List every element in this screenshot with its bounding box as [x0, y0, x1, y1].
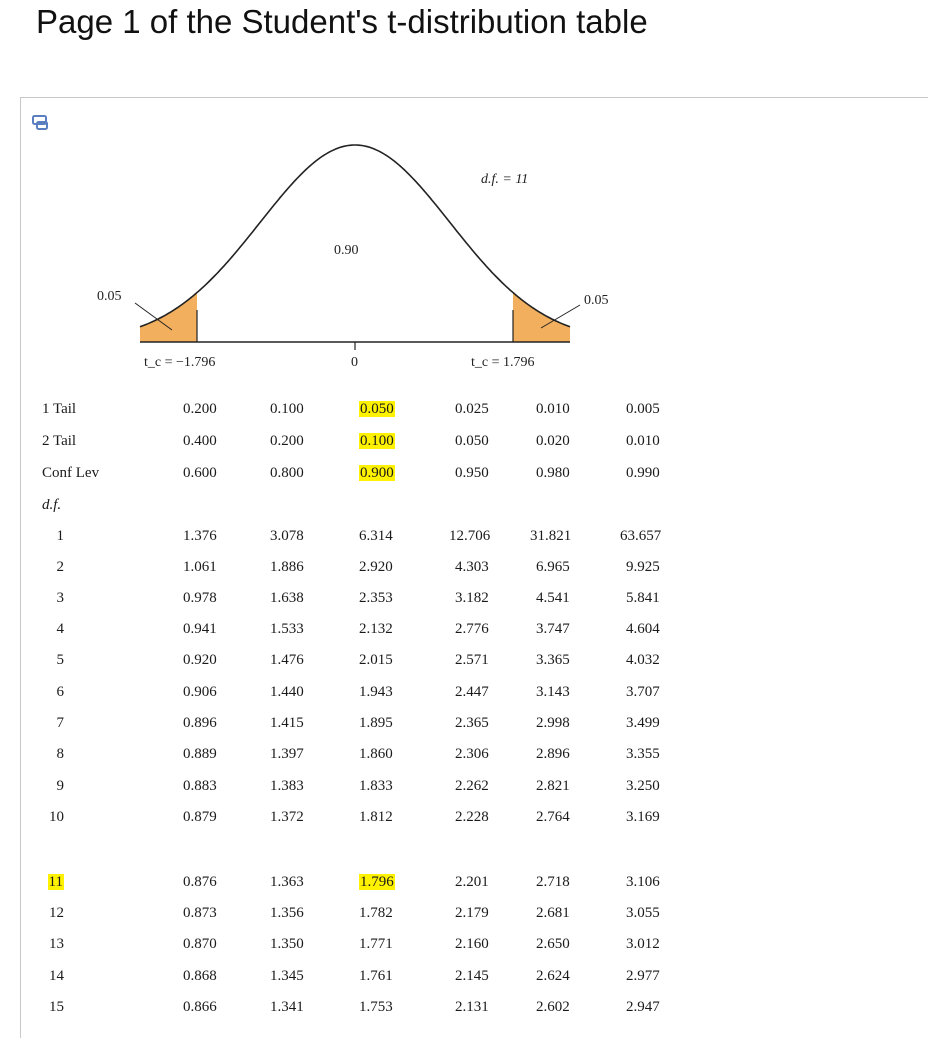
table-cell: 2.160: [455, 936, 489, 952]
table-cell: 1.782: [359, 905, 393, 921]
table-cell: 1.796: [360, 874, 394, 890]
table-cell: 1.638: [270, 590, 304, 606]
table-cell: 1.476: [270, 652, 304, 668]
df-header: d.f.: [42, 497, 62, 513]
header-cell: 0.025: [455, 401, 489, 417]
table-cell: 2.306: [455, 746, 489, 762]
df-value: 7: [56, 715, 64, 731]
table-cell: 2.447: [455, 684, 489, 700]
header-cell: 0.400: [183, 433, 217, 449]
table-cell: 2.624: [536, 968, 570, 984]
df-value: 5: [56, 652, 64, 668]
df-label: d.f. = 11: [481, 172, 529, 187]
table-cell: 0.883: [183, 778, 217, 794]
header-cell: 0.200: [183, 401, 217, 417]
df-value: 9: [56, 778, 64, 794]
table-cell: 1.376: [183, 528, 217, 544]
table-cell: 63.657: [620, 528, 662, 544]
table-cell: 2.145: [455, 968, 489, 984]
table-cell: 3.365: [536, 652, 570, 668]
table-cell: 3.012: [626, 936, 660, 952]
table-cell: 3.355: [626, 746, 660, 762]
table-cell: 0.879: [183, 809, 217, 825]
table-cell: 2.998: [536, 715, 570, 731]
table-cell: 1.061: [183, 559, 217, 575]
header-cell: 0.600: [183, 465, 217, 481]
table-cell: 1.350: [270, 936, 304, 952]
table-cell: 1.415: [270, 715, 304, 731]
table-cell: 3.499: [626, 715, 660, 731]
table-cell: 2.821: [536, 778, 570, 794]
table-cell: 4.303: [455, 559, 489, 575]
table-cell: 1.771: [359, 936, 393, 952]
table-cell: 1.383: [270, 778, 304, 794]
header-cell: 0.900: [360, 465, 394, 481]
table-cell: 1.397: [270, 746, 304, 762]
table-cell: 2.764: [536, 809, 570, 825]
df-value: 3: [56, 590, 64, 606]
left-tail-label: 0.05: [97, 289, 122, 304]
left-tc-label: t_c = −1.796: [144, 355, 216, 370]
right-tail-label: 0.05: [584, 293, 609, 308]
table-cell: 2.681: [536, 905, 570, 921]
table-cell: 31.821: [530, 528, 572, 544]
table-cell: 9.925: [626, 559, 660, 575]
header-cell: 0.050: [360, 401, 394, 417]
table-cell: 2.602: [536, 999, 570, 1015]
table-cell: 2.571: [455, 652, 489, 668]
header-cell: 0.005: [626, 401, 660, 417]
header-cell: 0.010: [626, 433, 660, 449]
df-value: 12: [49, 905, 64, 921]
table-cell: 0.876: [183, 874, 217, 890]
row-label: Conf Lev: [42, 465, 100, 481]
table-cell: 6.314: [359, 528, 393, 544]
header-cell: 0.050: [455, 433, 489, 449]
table-cell: 1.812: [359, 809, 393, 825]
row-label: 2 Tail: [42, 433, 77, 449]
table-cell: 3.250: [626, 778, 660, 794]
table-cell: 2.650: [536, 936, 570, 952]
zero-label: 0: [351, 355, 358, 370]
table-cell: 2.947: [626, 999, 660, 1015]
header-cell: 0.990: [626, 465, 660, 481]
df-value: 14: [49, 968, 64, 984]
table-cell: 12.706: [449, 528, 491, 544]
table-cell: 1.753: [359, 999, 393, 1015]
header-cell: 0.100: [270, 401, 304, 417]
center-area-label: 0.90: [334, 243, 359, 258]
table-cell: 4.604: [626, 621, 660, 637]
df-value: 11: [48, 874, 63, 890]
table-cell: 0.889: [183, 746, 217, 762]
table-cell: 2.920: [359, 559, 393, 575]
table-cell: 3.143: [536, 684, 570, 700]
table-cell: 0.920: [183, 652, 217, 668]
table-cell: 2.718: [536, 874, 570, 890]
table-cell: 2.015: [359, 652, 393, 668]
table-cell: 1.345: [270, 968, 304, 984]
right-tc-label: t_c = 1.796: [471, 355, 535, 370]
table-cell: 1.341: [270, 999, 304, 1015]
header-cell: 0.950: [455, 465, 489, 481]
table-cell: 2.977: [626, 968, 660, 984]
table-cell: 4.032: [626, 652, 660, 668]
df-value: 4: [56, 621, 64, 637]
df-value: 1: [56, 528, 64, 544]
table-cell: 2.353: [359, 590, 393, 606]
table-cell: 1.886: [270, 559, 304, 575]
table-cell: 3.747: [536, 621, 570, 637]
table-cell: 2.132: [359, 621, 393, 637]
table-cell: 3.707: [626, 684, 660, 700]
table-cell: 0.978: [183, 590, 217, 606]
table-cell: 1.440: [270, 684, 304, 700]
df-value: 8: [56, 746, 64, 762]
table-cell: 3.106: [626, 874, 660, 890]
header-cell: 0.010: [536, 401, 570, 417]
table-cell: 1.372: [270, 809, 304, 825]
table-cell: 2.228: [455, 809, 489, 825]
page-title: Page 1 of the Student's t-distribution table: [36, 3, 648, 40]
table-cell: 1.895: [359, 715, 393, 731]
table-cell: 2.262: [455, 778, 489, 794]
table-cell: 1.860: [359, 746, 393, 762]
table-cell: 5.841: [626, 590, 660, 606]
header-cell: 0.200: [270, 433, 304, 449]
df-value: 10: [49, 809, 64, 825]
table-cell: 0.941: [183, 621, 217, 637]
table-cell: 0.868: [183, 968, 217, 984]
table-cell: 2.896: [536, 746, 570, 762]
header-cell: 0.800: [270, 465, 304, 481]
table-cell: 2.365: [455, 715, 489, 731]
table-cell: 0.866: [183, 999, 217, 1015]
table-cell: 0.873: [183, 905, 217, 921]
row-label: 1 Tail: [42, 401, 77, 417]
df-value: 2: [56, 559, 64, 575]
table-cell: 1.363: [270, 874, 304, 890]
table-cell: 2.201: [455, 874, 489, 890]
table-cell: 3.169: [626, 809, 660, 825]
table-cell: 0.870: [183, 936, 217, 952]
header-cell: 0.100: [360, 433, 394, 449]
table-cell: 1.356: [270, 905, 304, 921]
table-cell: 2.131: [455, 999, 489, 1015]
table-cell: 4.541: [536, 590, 570, 606]
header-cell: 0.980: [536, 465, 570, 481]
table-cell: 0.906: [183, 684, 217, 700]
table-cell: 3.055: [626, 905, 660, 921]
table-cell: 6.965: [536, 559, 570, 575]
table-cell: 1.833: [359, 778, 393, 794]
table-cell: 1.761: [359, 968, 393, 984]
df-value: 6: [56, 684, 64, 700]
table-cell: 3.182: [455, 590, 489, 606]
table-cell: 1.943: [359, 684, 393, 700]
table-cell: 1.533: [270, 621, 304, 637]
table-cell: 3.078: [270, 528, 304, 544]
table-cell: 2.179: [455, 905, 489, 921]
table-cell: 0.896: [183, 715, 217, 731]
header-cell: 0.020: [536, 433, 570, 449]
df-value: 13: [49, 936, 64, 952]
t-distribution-figure: [0, 0, 928, 400]
table-cell: 2.776: [455, 621, 489, 637]
df-value: 15: [49, 999, 64, 1015]
